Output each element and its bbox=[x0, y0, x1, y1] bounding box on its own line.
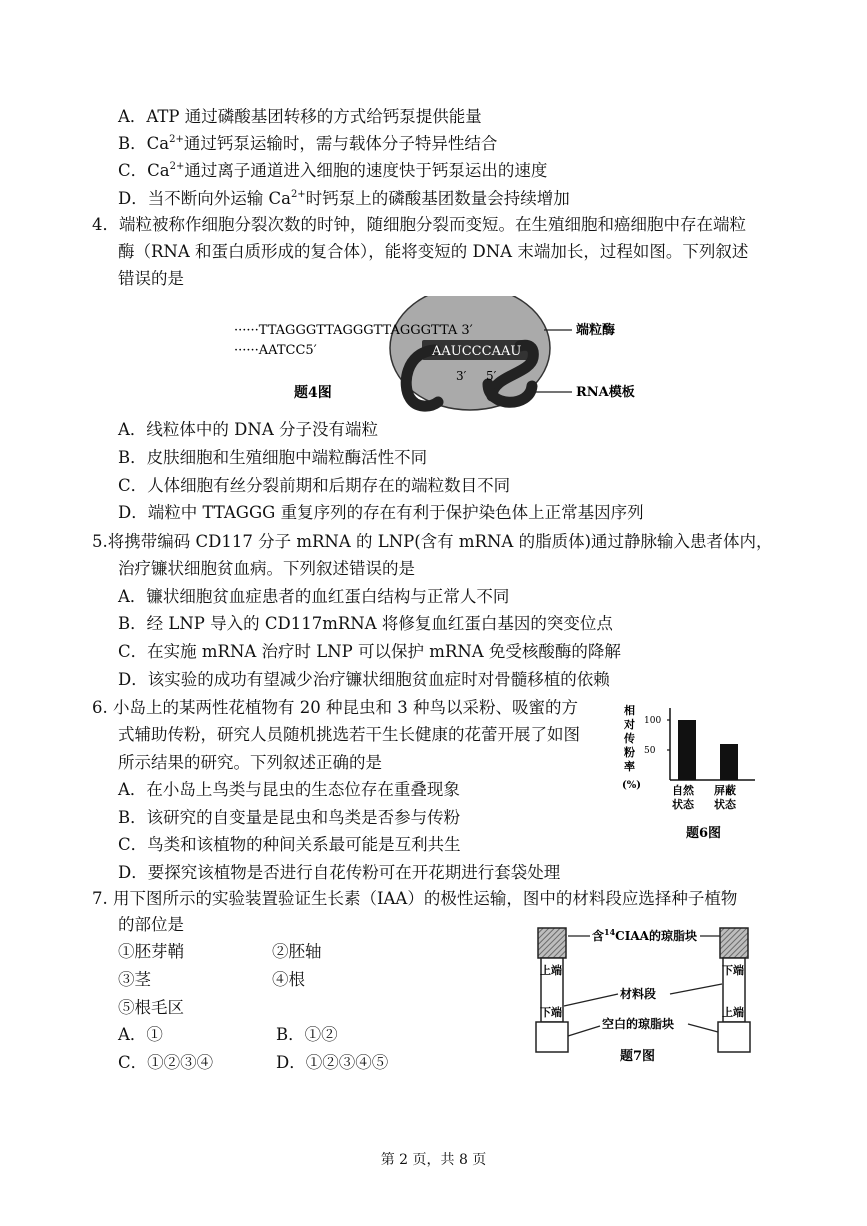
q6-stem-line-2: 式辅助传粉，研究人员随机挑选若干生长健康的花蕾开展了如图 bbox=[118, 725, 580, 744]
q5-stem-line-2: 治疗镰状细胞贫血病。下列叙述错误的是 bbox=[118, 559, 415, 578]
blank-pointer-right bbox=[688, 1024, 718, 1032]
q3-option-a: A．ATP 通过磷酸基团转移的方式给钙泵提供能量 bbox=[118, 107, 482, 126]
q3-option-b-pre: B．Ca bbox=[118, 134, 170, 153]
q4-option-d: D．端粒中 TTAGGG 重复序列的存在有利于保护染色体上正常基因序列 bbox=[118, 503, 644, 522]
q7-stem-line-2: 的部位是 bbox=[118, 915, 184, 934]
rna-3-prime-end: 3′ bbox=[456, 369, 467, 383]
rna-5-prime-end: 5′ bbox=[486, 369, 497, 383]
blank-agar-label: 空白的琼脂块 bbox=[602, 1017, 675, 1031]
q5-option-a: A．镰状细胞贫血症患者的血红蛋白结构与正常人不同 bbox=[118, 587, 510, 606]
left-bottom-end-label: 下端 bbox=[540, 1006, 562, 1019]
q4-option-a: A．线粒体中的 DNA 分子没有端粒 bbox=[118, 420, 378, 439]
q6-option-c: C．鸟类和该植物的种间关系最可能是互利共生 bbox=[118, 835, 461, 854]
q6-option-b: B．该研究的自变量是昆虫和鸟类是否参与传粉 bbox=[118, 808, 461, 827]
labeled-agar-label bbox=[592, 927, 697, 943]
q3-option-d-sup: 2+ bbox=[290, 189, 306, 200]
chart-ylabel bbox=[622, 703, 641, 791]
left-labeled-agar-block bbox=[538, 928, 566, 958]
q4-stem-line-2: 酶（RNA 和蛋白质形成的复合体），能将变短的 DNA 末端加长，过程如图。下列叙述 bbox=[118, 242, 749, 261]
segment-pointer-right bbox=[670, 984, 722, 994]
figure-7-caption: 题7图 bbox=[620, 1049, 656, 1064]
q3-option-d bbox=[118, 188, 570, 210]
labeled-agar-label-sup: 14 bbox=[604, 927, 616, 937]
q3-option-d-pre: D．当不断向外运输 Ca bbox=[118, 189, 291, 208]
q3-option-c-sup: 2+ bbox=[169, 161, 185, 172]
telomerase-figure bbox=[230, 296, 650, 416]
q7-option-a: A．① bbox=[118, 1025, 163, 1044]
q7-stem-line-1: 7. 用下图所示的实验装置验证生长素（IAA）的极性运输，图中的材料段应选择种子植物 bbox=[92, 889, 738, 908]
blank-pointer-left bbox=[568, 1026, 600, 1036]
q6-option-d: D．要探究该植物是否进行自花传粉可在开花期进行套袋处理 bbox=[118, 863, 561, 882]
q3-option-b-post: 通过钙泵运输时，需与载体分子特异性结合 bbox=[183, 134, 498, 153]
labeled-agar-label-post: CIAA的琼脂块 bbox=[615, 929, 697, 943]
chart-category-label: 状态 bbox=[714, 798, 736, 811]
chart-ylabel-char: 对 bbox=[624, 718, 635, 731]
chart-ylabel-char: 相 bbox=[624, 704, 635, 717]
q6-stem-line-1: 6. 小岛上的某两性花植物有 20 种昆虫和 3 种鸟以采粉、吸蜜的方 bbox=[92, 698, 578, 717]
chart-category-label: 屏蔽 bbox=[714, 784, 736, 797]
left-blank-agar-block bbox=[536, 1022, 568, 1052]
segment-pointer-left bbox=[564, 994, 618, 1006]
q3-option-b-sup: 2+ bbox=[169, 134, 184, 145]
iaa-transport-apparatus bbox=[528, 920, 768, 1070]
q7-option-c: C．①②③④ bbox=[118, 1053, 214, 1072]
right-top-end-label: 上端 bbox=[722, 1006, 744, 1019]
q3-option-c-pre: C．Ca bbox=[118, 161, 170, 180]
right-bottom-end-label: 下端 bbox=[722, 964, 744, 977]
right-labeled-agar-block bbox=[720, 928, 748, 958]
right-blank-agar-block bbox=[718, 1022, 750, 1052]
q3-option-b bbox=[118, 133, 497, 155]
chart-ytick-label: 50 bbox=[644, 746, 656, 756]
dna-bottom-strand: ······AATCC5′ bbox=[234, 343, 317, 358]
q4-stem-line-3: 错误的是 bbox=[118, 269, 184, 288]
q7-item-3: ③茎 bbox=[118, 970, 151, 989]
page-footer: 第 2 页，共 8 页 bbox=[380, 1152, 487, 1168]
q7-option-d: D．①②③④⑤ bbox=[276, 1053, 389, 1072]
q4-option-b: B．皮肤细胞和生殖细胞中端粒酶活性不同 bbox=[118, 448, 428, 467]
rna-sequence: AAUCCCAAU bbox=[432, 344, 522, 359]
chart-ylabel-char: 粉 bbox=[624, 746, 635, 759]
q3-option-c bbox=[118, 160, 547, 182]
labeled-agar-label-pre: 含 bbox=[592, 929, 605, 943]
chart-category-label: 自然 bbox=[672, 784, 694, 797]
q5-stem-line-1: 5.将携带编码 CD117 分子 mRNA 的 LNP(含有 mRNA 的脂质体)通过静脉输入患者体内， bbox=[92, 532, 773, 551]
figure-4-caption: 题4图 bbox=[294, 385, 332, 401]
chart-category-label: 状态 bbox=[672, 798, 694, 811]
chart-bar bbox=[720, 744, 738, 780]
q4-option-c: C．人体细胞有丝分裂前期和后期存在的端粒数目不同 bbox=[118, 476, 511, 495]
figure-6-caption: 题6图 bbox=[686, 826, 722, 840]
label-rna-template: RNA模板 bbox=[576, 385, 635, 400]
q7-item-5: ⑤根毛区 bbox=[118, 998, 184, 1017]
q5-option-c: C．在实施 mRNA 治疗时 LNP 可以保护 mRNA 免受核酸酶的降解 bbox=[118, 642, 621, 661]
q7-item-1: ①胚芽鞘 bbox=[118, 942, 184, 961]
q5-option-b: B．经 LNP 导入的 CD117mRNA 将修复血红蛋白基因的突变位点 bbox=[118, 614, 613, 633]
q7-option-b: B．①② bbox=[276, 1025, 338, 1044]
q5-option-d: D．该实验的成功有望减少治疗镰状细胞贫血症时对骨髓移植的依赖 bbox=[118, 670, 610, 689]
q6-option-a: A．在小岛上鸟类与昆虫的生态位存在重叠现象 bbox=[118, 780, 460, 799]
q4-stem-line-1: 4．端粒被称作细胞分裂次数的时钟，随细胞分裂而变短。在生殖细胞和癌细胞中存在端粒 bbox=[92, 215, 746, 234]
material-segment-label: 材料段 bbox=[620, 987, 657, 1001]
q7-item-4: ④根 bbox=[272, 970, 305, 989]
chart-ylabel-char: 率 bbox=[624, 760, 635, 773]
q7-item-2: ②胚轴 bbox=[272, 942, 322, 961]
chart-ylabel-unit: (%) bbox=[622, 780, 641, 791]
dna-top-strand: ······TTAGGGTTAGGGTTAGGGTTA 3′ bbox=[234, 323, 473, 338]
chart-bar bbox=[678, 720, 696, 780]
q6-stem-line-3: 所示结果的研究。下列叙述正确的是 bbox=[118, 753, 382, 772]
left-top-end-label: 上端 bbox=[540, 964, 562, 977]
q3-option-c-post: 通过离子通道进入细胞的速度快于钙泵运出的速度 bbox=[184, 161, 548, 180]
label-telomerase: 端粒酶 bbox=[576, 323, 616, 338]
chart-ylabel-char: 传 bbox=[624, 732, 635, 745]
pollination-bar-chart bbox=[620, 700, 760, 840]
chart-ytick-label: 100 bbox=[644, 716, 662, 726]
q3-option-d-post: 时钙泵上的磷酸基团数量会持续增加 bbox=[305, 189, 570, 208]
